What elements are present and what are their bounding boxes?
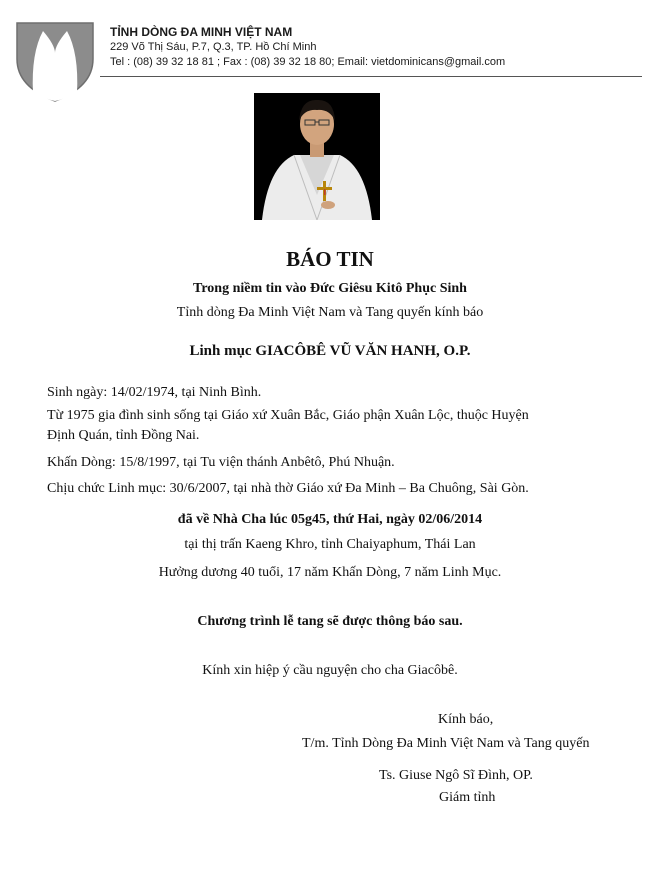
- priest-portrait-photo: [254, 93, 380, 220]
- prayer-request: Kính xin hiệp ý cầu nguyện cho cha Giacôbê.: [202, 663, 458, 678]
- signature-closing: Kính báo,: [438, 712, 494, 727]
- bio-birth: Sinh ngày: 14/02/1974, tại Ninh Bình.: [47, 385, 262, 400]
- org-contact: Tel : (08) 39 32 18 81 ; Fax : (08) 39 32 18 80; Email: vietdominicans@gmail.com: [110, 56, 506, 68]
- bio-vows: Khấn Dòng: 15/8/1997, tại Tu viện thánh Anbêtô, Phú Nhuận.: [47, 455, 395, 470]
- notice-subtitle: Trong niềm tin vào Đức Giêsu Kitô Phục Sinh: [193, 281, 467, 296]
- signature-on-behalf: T/m. Tỉnh Dòng Đa Minh Việt Nam và Tang quyến: [302, 736, 590, 751]
- deceased-name: Linh mục GIACÔBÊ VŨ VĂN HANH, O.P.: [189, 343, 471, 359]
- header-divider: [100, 76, 642, 77]
- dominican-shield-logo: [15, 19, 95, 103]
- org-address: 229 Võ Thị Sáu, P.7, Q.3, TP. Hồ Chí Minh: [110, 41, 317, 53]
- org-name: TỈNH DÒNG ĐA MINH VIỆT NAM: [110, 25, 293, 39]
- notice-title: BÁO TIN: [286, 247, 374, 271]
- bio-family: Từ 1975 gia đình sinh sống tại Giáo xứ Xuân Bắc, Giáo phận Xuân Lộc, thuộc Huyện: [47, 408, 529, 423]
- bio-family-cont: Định Quán, tỉnh Đồng Nai.: [47, 428, 200, 443]
- notice-announcer: Tỉnh dòng Đa Minh Việt Nam và Tang quyến kính báo: [176, 305, 484, 320]
- death-announcement: đã về Nhà Cha lúc 05g45, thứ Hai, ngày 02/06/2014: [177, 512, 483, 527]
- death-age-summary: Hưởng dương 40 tuổi, 17 năm Khấn Dòng, 7 năm Linh Mục.: [158, 565, 502, 580]
- bio-ordination: Chịu chức Linh mục: 30/6/2007, tại nhà thờ Giáo xứ Đa Minh – Ba Chuông, Sài Gòn.: [47, 481, 529, 496]
- signer-role: Giám tỉnh: [439, 790, 496, 805]
- death-location: tại thị trấn Kaeng Khro, tỉnh Chaiyaphum, Thái Lan: [184, 537, 476, 552]
- funeral-program-notice: Chương trình lễ tang sẽ được thông báo sau.: [197, 614, 463, 629]
- signer-name: Ts. Giuse Ngô Sĩ Đình, OP.: [379, 768, 533, 783]
